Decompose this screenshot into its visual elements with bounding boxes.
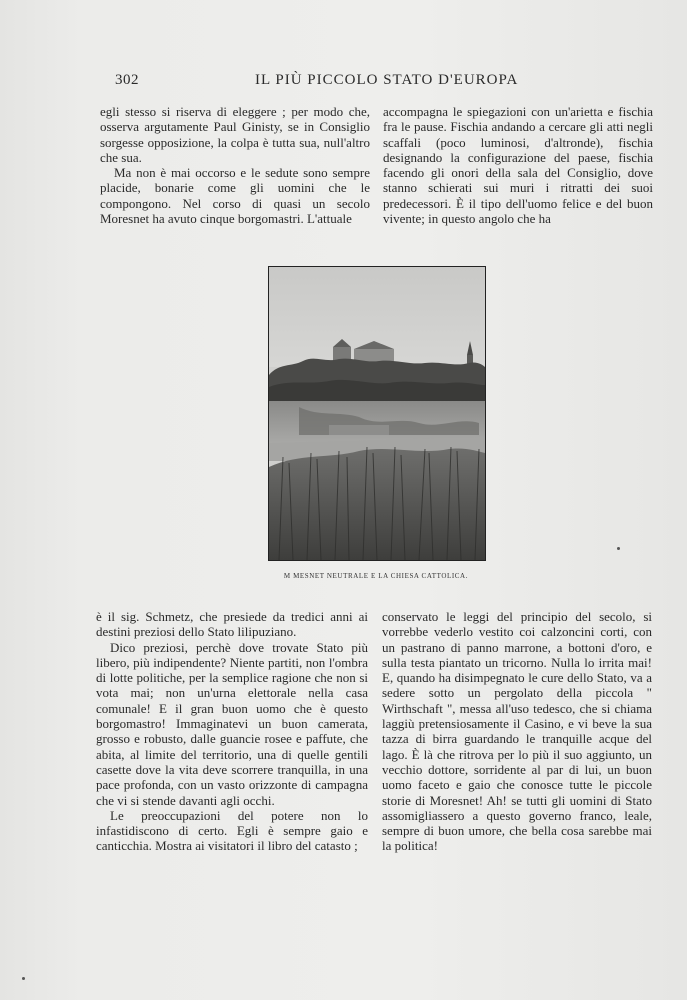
paper-speck: [22, 977, 25, 980]
photograph-lake-church: [268, 266, 486, 561]
column-top-right: [383, 104, 653, 226]
paragraph: Dico preziosi, perchè dove trovate Stato più libero, più indipendente? Niente partiti, non l'ombra di lotte politiche, per la semplice ragione che non si vota mai; non un'urna elettorale nella casa comunale! E il gran buon uomo che è questo borgomastro! Immaginatevi un buon camerata, grosso e robusto, dalle guancie rosee e paffute, che abita, al limite del territorio, una di quelle gentili casette dove la vita deve scorrere tranquilla, in una pace profonda, con un vasto orizzonte di campagna che vi si stende davanti agli occhi.: [96, 639, 368, 808]
figure-caption: M MESNET NEUTRALE E LA CHIESA CATTOLICA.: [283, 572, 469, 580]
column-bottom-left: [96, 609, 368, 854]
paragraph: Le preoccupazioni del potere non lo infastidiscono di certo. Egli è sempre gaio e canticchia. Mostra ai visitatori il libro del catasto ;: [96, 807, 368, 854]
column-top-left: [100, 104, 370, 226]
photograph-illustration: [269, 267, 485, 560]
paper-speck: [617, 547, 620, 550]
paragraph: accompagna le spiegazioni con un'arietta e fischia fra le pause. Fischia andando a cercare gli atti negli scaffali (poco luminosi, d'altronde), fischia designando la configurazione del paese, fischia facendo gli onori della sala del Consiglio, dove stanno schierati sui muri i ritratti dei suoi predecessori. È il tipo dell'uomo felice e del buon vivente; in questo angolo che ha: [383, 104, 653, 227]
paragraph: egli stesso si riserva di eleggere ; per modo che, osserva argutamente Paul Ginisty, se in Consiglio sorgesse opposizione, la colpa è tutta sua, null'altro che sua.: [100, 104, 370, 165]
page-number: 302: [115, 72, 139, 88]
paragraph: Ma non è mai occorso e le sedute sono sempre placide, bonarie come gli uomini che le compongono. Nel corso di quasi un secolo Moresnet ha avuto cinque borgomastri. L'attuale: [100, 165, 370, 227]
running-title: IL PIÙ PICCOLO STATO D'EUROPA: [255, 72, 519, 88]
column-bottom-right: [382, 609, 652, 854]
paragraph: conservato le leggi del principio del secolo, si vorrebbe vederlo vestito coi calzoncini corti, con un pastrano di panno marrone, a bottoni d'oro, e sulla testa piantato un tricorno. Nulla lo irrita mai! E, quando ha disimpegnato le cure dello Stato, va a sedere sotto un pergolato della piccola " Wirthschaft ", messa all'uso tedesco, che si chiama laggiù pretensiosamente il Casino, e vi beve la sua tazza di birra guardando le tranquille acque del lago. È là che ritrova per lo più il suo aggiunto, un vecchio dottore, sorridente al par di lui, un buon uomo faceto e gaio che conosce tutte le piccole storie di Moresnet! Ah! se tutti gli uomini di Stato assomigliassero a questo governo franco, leale, sempre di buon umore, che bella cosa sarebbe mai la politica!: [382, 609, 652, 854]
page-header: [100, 72, 655, 92]
paragraph: è il sig. Schmetz, che presiede da tredici anni ai destini preziosi dello Stato lilipuziano.: [96, 609, 368, 640]
